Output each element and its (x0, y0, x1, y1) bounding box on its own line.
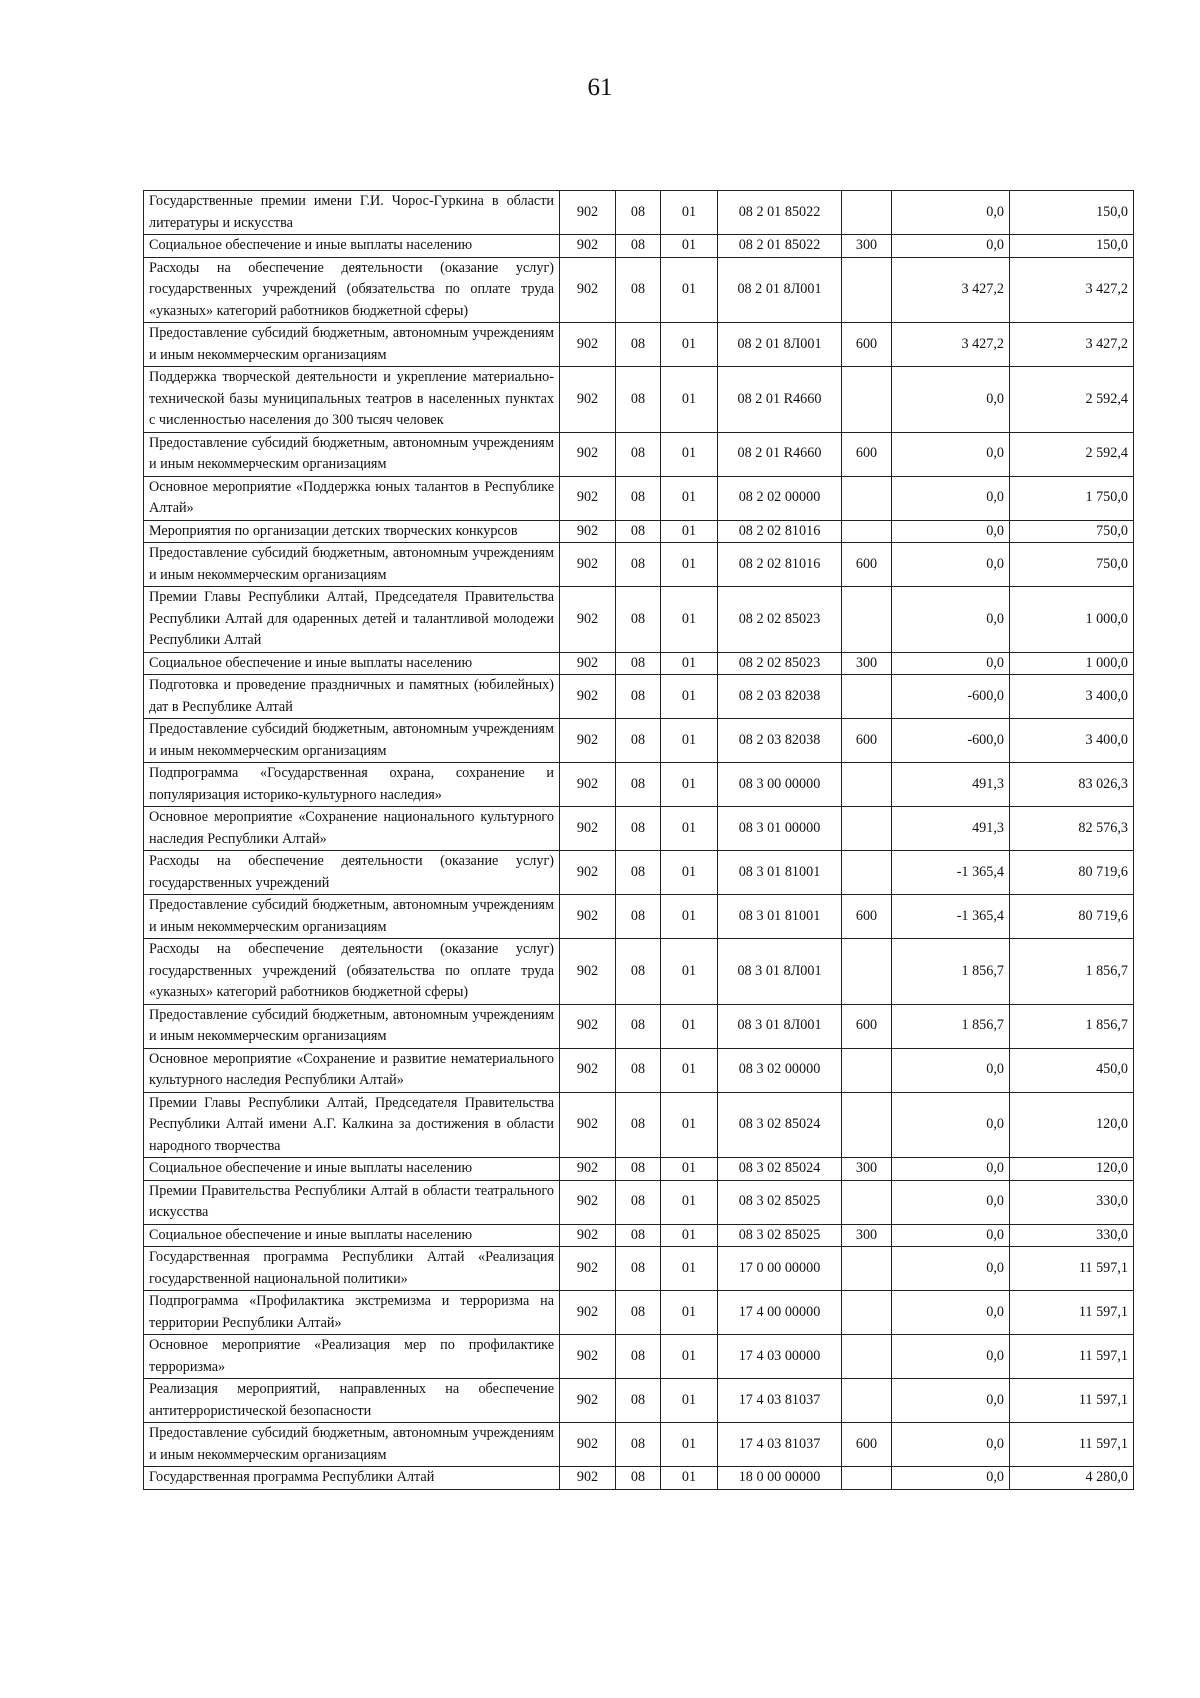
total-amount-cell: 1 856,7 (1010, 1004, 1134, 1048)
total-amount-cell: 83 026,3 (1010, 763, 1134, 807)
target-article-cell: 08 2 03 82038 (718, 675, 842, 719)
total-amount-cell: 3 427,2 (1010, 323, 1134, 367)
total-amount-cell: 2 592,4 (1010, 367, 1134, 433)
total-amount-cell: 82 576,3 (1010, 807, 1134, 851)
section-code-cell: 08 (616, 1423, 661, 1467)
expense-type-cell (842, 763, 892, 807)
expense-type-cell (842, 1291, 892, 1335)
expense-name-cell: Расходы на обеспечение деятельности (оказание услуг) государственных учреждений (144, 851, 560, 895)
total-amount-cell: 750,0 (1010, 520, 1134, 543)
ministry-code-cell: 902 (560, 1335, 616, 1379)
ministry-code-cell: 902 (560, 1291, 616, 1335)
expense-type-cell (842, 675, 892, 719)
change-amount-cell: 0,0 (892, 1224, 1010, 1247)
total-amount-cell: 120,0 (1010, 1158, 1134, 1181)
target-article-cell: 08 2 01 R4660 (718, 367, 842, 433)
subsection-code-cell: 01 (661, 235, 718, 258)
table-row (144, 235, 1134, 258)
table-row (144, 763, 1134, 807)
expense-name-cell: Государственная программа Республики Алтай «Реализация государственной национальной политики» (144, 1247, 560, 1291)
subsection-code-cell: 01 (661, 1291, 718, 1335)
total-amount-cell: 11 597,1 (1010, 1423, 1134, 1467)
section-code-cell: 08 (616, 719, 661, 763)
subsection-code-cell: 01 (661, 851, 718, 895)
section-code-cell: 08 (616, 1224, 661, 1247)
subsection-code-cell: 01 (661, 719, 718, 763)
section-code-cell: 08 (616, 1180, 661, 1224)
expense-type-cell: 300 (842, 235, 892, 258)
expense-type-cell (842, 476, 892, 520)
section-code-cell: 08 (616, 367, 661, 433)
table-row (144, 1092, 1134, 1158)
table-row (144, 1291, 1134, 1335)
section-code-cell: 08 (616, 763, 661, 807)
subsection-code-cell: 01 (661, 652, 718, 675)
subsection-code-cell: 01 (661, 1092, 718, 1158)
ministry-code-cell: 902 (560, 807, 616, 851)
expense-name-cell: Расходы на обеспечение деятельности (оказание услуг) государственных учреждений (обязательства по оплате труда «указных» категорий работников бюджетной сферы) (144, 257, 560, 323)
change-amount-cell: 0,0 (892, 1423, 1010, 1467)
section-code-cell: 08 (616, 1048, 661, 1092)
ministry-code-cell: 902 (560, 476, 616, 520)
section-code-cell: 08 (616, 587, 661, 653)
ministry-code-cell: 902 (560, 763, 616, 807)
table-row (144, 719, 1134, 763)
total-amount-cell: 450,0 (1010, 1048, 1134, 1092)
change-amount-cell: 3 427,2 (892, 257, 1010, 323)
total-amount-cell: 3 400,0 (1010, 719, 1134, 763)
section-code-cell: 08 (616, 432, 661, 476)
ministry-code-cell: 902 (560, 1004, 616, 1048)
expense-name-cell: Предоставление субсидий бюджетным, автономным учреждениям и иным некоммерческим организациям (144, 432, 560, 476)
section-code-cell: 08 (616, 1467, 661, 1490)
ministry-code-cell: 902 (560, 257, 616, 323)
section-code-cell: 08 (616, 1004, 661, 1048)
target-article-cell: 08 2 01 8Л001 (718, 323, 842, 367)
target-article-cell: 08 2 03 82038 (718, 719, 842, 763)
expense-type-cell (842, 1180, 892, 1224)
total-amount-cell: 2 592,4 (1010, 432, 1134, 476)
expense-name-cell: Основное мероприятие «Сохранение и развитие нематериального культурного наследия Республики Алтай» (144, 1048, 560, 1092)
expense-name-cell: Государственная программа Республики Алтай (144, 1467, 560, 1490)
table-row (144, 1379, 1134, 1423)
ministry-code-cell: 902 (560, 1224, 616, 1247)
change-amount-cell: 0,0 (892, 652, 1010, 675)
total-amount-cell: 330,0 (1010, 1224, 1134, 1247)
expense-name-cell: Мероприятия по организации детских творческих конкурсов (144, 520, 560, 543)
ministry-code-cell: 902 (560, 543, 616, 587)
target-article-cell: 08 2 01 8Л001 (718, 257, 842, 323)
expense-name-cell: Предоставление субсидий бюджетным, автономным учреждениям и иным некоммерческим организациям (144, 323, 560, 367)
change-amount-cell: 0,0 (892, 543, 1010, 587)
subsection-code-cell: 01 (661, 257, 718, 323)
section-code-cell: 08 (616, 476, 661, 520)
subsection-code-cell: 01 (661, 675, 718, 719)
section-code-cell: 08 (616, 1092, 661, 1158)
total-amount-cell: 11 597,1 (1010, 1291, 1134, 1335)
ministry-code-cell: 902 (560, 1467, 616, 1490)
target-article-cell: 17 4 03 81037 (718, 1379, 842, 1423)
table-row (144, 1180, 1134, 1224)
change-amount-cell: 0,0 (892, 1247, 1010, 1291)
total-amount-cell: 11 597,1 (1010, 1335, 1134, 1379)
ministry-code-cell: 902 (560, 1423, 616, 1467)
target-article-cell: 08 2 02 81016 (718, 520, 842, 543)
expense-type-cell: 600 (842, 1004, 892, 1048)
section-code-cell: 08 (616, 1335, 661, 1379)
section-code-cell: 08 (616, 675, 661, 719)
subsection-code-cell: 01 (661, 1048, 718, 1092)
table-row (144, 1467, 1134, 1490)
target-article-cell: 08 3 02 00000 (718, 1048, 842, 1092)
ministry-code-cell: 902 (560, 675, 616, 719)
expense-name-cell: Социальное обеспечение и иные выплаты населению (144, 1224, 560, 1247)
ministry-code-cell: 902 (560, 235, 616, 258)
table-row (144, 1335, 1134, 1379)
table-row (144, 1004, 1134, 1048)
expense-name-cell: Предоставление субсидий бюджетным, автономным учреждениям и иным некоммерческим организациям (144, 719, 560, 763)
ministry-code-cell: 902 (560, 851, 616, 895)
table-row (144, 520, 1134, 543)
target-article-cell: 08 2 01 85022 (718, 235, 842, 258)
expense-type-cell (842, 851, 892, 895)
section-code-cell: 08 (616, 1247, 661, 1291)
expense-name-cell: Основное мероприятие «Реализация мер по профилактике терроризма» (144, 1335, 560, 1379)
ministry-code-cell: 902 (560, 1048, 616, 1092)
table-row (144, 191, 1134, 235)
expense-name-cell: Социальное обеспечение и иные выплаты населению (144, 1158, 560, 1181)
target-article-cell: 08 3 02 85025 (718, 1224, 842, 1247)
target-article-cell: 08 2 01 85022 (718, 191, 842, 235)
total-amount-cell: 1 750,0 (1010, 476, 1134, 520)
target-article-cell: 08 3 02 85025 (718, 1180, 842, 1224)
expense-name-cell: Подготовка и проведение праздничных и памятных (юбилейных) дат в Республике Алтай (144, 675, 560, 719)
section-code-cell: 08 (616, 520, 661, 543)
target-article-cell: 08 2 02 81016 (718, 543, 842, 587)
section-code-cell: 08 (616, 851, 661, 895)
expense-name-cell: Основное мероприятие «Сохранение национального культурного наследия Республики Алтай» (144, 807, 560, 851)
total-amount-cell: 120,0 (1010, 1092, 1134, 1158)
ministry-code-cell: 902 (560, 1247, 616, 1291)
change-amount-cell: 0,0 (892, 235, 1010, 258)
ministry-code-cell: 902 (560, 432, 616, 476)
section-code-cell: 08 (616, 895, 661, 939)
change-amount-cell: 0,0 (892, 1158, 1010, 1181)
expense-type-cell (842, 939, 892, 1005)
table-row (144, 543, 1134, 587)
subsection-code-cell: 01 (661, 1379, 718, 1423)
target-article-cell: 08 2 02 85023 (718, 652, 842, 675)
target-article-cell: 08 3 02 85024 (718, 1092, 842, 1158)
expense-type-cell (842, 257, 892, 323)
subsection-code-cell: 01 (661, 1180, 718, 1224)
change-amount-cell: 0,0 (892, 587, 1010, 653)
change-amount-cell: 0,0 (892, 1291, 1010, 1335)
change-amount-cell: -600,0 (892, 675, 1010, 719)
table-row (144, 476, 1134, 520)
ministry-code-cell: 902 (560, 652, 616, 675)
target-article-cell: 08 2 02 00000 (718, 476, 842, 520)
ministry-code-cell: 902 (560, 520, 616, 543)
total-amount-cell: 750,0 (1010, 543, 1134, 587)
expense-name-cell: Социальное обеспечение и иные выплаты населению (144, 235, 560, 258)
change-amount-cell: 0,0 (892, 432, 1010, 476)
ministry-code-cell: 902 (560, 939, 616, 1005)
target-article-cell: 17 4 03 81037 (718, 1423, 842, 1467)
subsection-code-cell: 01 (661, 367, 718, 433)
change-amount-cell: -1 365,4 (892, 851, 1010, 895)
ministry-code-cell: 902 (560, 587, 616, 653)
expense-name-cell: Премии Главы Республики Алтай, Председателя Правительства Республики Алтай для одаренных детей и талантливой молодежи Республики Алтай (144, 587, 560, 653)
expense-name-cell: Предоставление субсидий бюджетным, автономным учреждениям и иным некоммерческим организациям (144, 1004, 560, 1048)
section-code-cell: 08 (616, 1291, 661, 1335)
subsection-code-cell: 01 (661, 1335, 718, 1379)
change-amount-cell: 1 856,7 (892, 939, 1010, 1005)
change-amount-cell: 1 856,7 (892, 1004, 1010, 1048)
total-amount-cell: 150,0 (1010, 235, 1134, 258)
change-amount-cell: -1 365,4 (892, 895, 1010, 939)
change-amount-cell: 0,0 (892, 476, 1010, 520)
expense-type-cell: 600 (842, 1423, 892, 1467)
table-row (144, 652, 1134, 675)
section-code-cell: 08 (616, 235, 661, 258)
target-article-cell: 08 2 02 85023 (718, 587, 842, 653)
target-article-cell: 08 3 01 81001 (718, 851, 842, 895)
expense-name-cell: Премии Главы Республики Алтай, Председателя Правительства Республики Алтай имени А.Г. Калкина за достижения в области народного творчества (144, 1092, 560, 1158)
change-amount-cell: 0,0 (892, 1379, 1010, 1423)
expense-type-cell (842, 1048, 892, 1092)
target-article-cell: 17 4 00 00000 (718, 1291, 842, 1335)
table-row (144, 323, 1134, 367)
change-amount-cell: 491,3 (892, 807, 1010, 851)
expense-type-cell (842, 367, 892, 433)
page-number: 61 (587, 74, 613, 101)
table-row (144, 367, 1134, 433)
total-amount-cell: 150,0 (1010, 191, 1134, 235)
subsection-code-cell: 01 (661, 1004, 718, 1048)
target-article-cell: 08 3 01 81001 (718, 895, 842, 939)
change-amount-cell: 0,0 (892, 520, 1010, 543)
ministry-code-cell: 902 (560, 323, 616, 367)
total-amount-cell: 1 000,0 (1010, 652, 1134, 675)
target-article-cell: 08 3 01 8Л001 (718, 939, 842, 1005)
table-row (144, 1423, 1134, 1467)
subsection-code-cell: 01 (661, 323, 718, 367)
table-body (144, 191, 1134, 1490)
change-amount-cell: -600,0 (892, 719, 1010, 763)
expense-type-cell: 300 (842, 1158, 892, 1181)
target-article-cell: 08 2 01 R4660 (718, 432, 842, 476)
table-row (144, 257, 1134, 323)
ministry-code-cell: 902 (560, 895, 616, 939)
target-article-cell: 08 3 02 85024 (718, 1158, 842, 1181)
expense-type-cell: 600 (842, 432, 892, 476)
section-code-cell: 08 (616, 191, 661, 235)
section-code-cell: 08 (616, 323, 661, 367)
expense-type-cell (842, 520, 892, 543)
table-row (144, 1048, 1134, 1092)
subsection-code-cell: 01 (661, 895, 718, 939)
section-code-cell: 08 (616, 652, 661, 675)
table-row (144, 807, 1134, 851)
change-amount-cell: 0,0 (892, 1180, 1010, 1224)
total-amount-cell: 1 000,0 (1010, 587, 1134, 653)
subsection-code-cell: 01 (661, 1224, 718, 1247)
section-code-cell: 08 (616, 1379, 661, 1423)
total-amount-cell: 11 597,1 (1010, 1379, 1134, 1423)
target-article-cell: 08 3 00 00000 (718, 763, 842, 807)
expense-type-cell (842, 191, 892, 235)
subsection-code-cell: 01 (661, 1423, 718, 1467)
table-row (144, 851, 1134, 895)
budget-table (143, 190, 1134, 1490)
expense-type-cell (842, 807, 892, 851)
expense-type-cell (842, 1467, 892, 1490)
subsection-code-cell: 01 (661, 1467, 718, 1490)
section-code-cell: 08 (616, 543, 661, 587)
target-article-cell: 17 0 00 00000 (718, 1247, 842, 1291)
total-amount-cell: 1 856,7 (1010, 939, 1134, 1005)
expense-type-cell (842, 1335, 892, 1379)
change-amount-cell: 491,3 (892, 763, 1010, 807)
expense-type-cell: 300 (842, 1224, 892, 1247)
expense-name-cell: Социальное обеспечение и иные выплаты населению (144, 652, 560, 675)
ministry-code-cell: 902 (560, 1092, 616, 1158)
subsection-code-cell: 01 (661, 543, 718, 587)
total-amount-cell: 330,0 (1010, 1180, 1134, 1224)
subsection-code-cell: 01 (661, 191, 718, 235)
expense-type-cell (842, 1247, 892, 1291)
total-amount-cell: 11 597,1 (1010, 1247, 1134, 1291)
section-code-cell: 08 (616, 257, 661, 323)
table-row (144, 1224, 1134, 1247)
expense-type-cell: 600 (842, 323, 892, 367)
target-article-cell: 18 0 00 00000 (718, 1467, 842, 1490)
expense-name-cell: Государственные премии имени Г.И. Чорос-Гуркина в области литературы и искусства (144, 191, 560, 235)
expense-type-cell: 600 (842, 895, 892, 939)
expense-type-cell: 300 (842, 652, 892, 675)
table-row (144, 432, 1134, 476)
change-amount-cell: 0,0 (892, 1092, 1010, 1158)
expense-name-cell: Предоставление субсидий бюджетным, автономным учреждениям и иным некоммерческим организациям (144, 543, 560, 587)
subsection-code-cell: 01 (661, 520, 718, 543)
total-amount-cell: 80 719,6 (1010, 851, 1134, 895)
subsection-code-cell: 01 (661, 1247, 718, 1291)
expense-type-cell: 600 (842, 543, 892, 587)
subsection-code-cell: 01 (661, 939, 718, 1005)
table-row (144, 587, 1134, 653)
expense-name-cell: Подпрограмма «Профилактика экстремизма и терроризма на территории Республики Алтай» (144, 1291, 560, 1335)
section-code-cell: 08 (616, 807, 661, 851)
table-row (144, 895, 1134, 939)
total-amount-cell: 80 719,6 (1010, 895, 1134, 939)
change-amount-cell: 0,0 (892, 1467, 1010, 1490)
ministry-code-cell: 902 (560, 367, 616, 433)
expense-name-cell: Основное мероприятие «Поддержка юных талантов в Республике Алтай» (144, 476, 560, 520)
ministry-code-cell: 902 (560, 719, 616, 763)
subsection-code-cell: 01 (661, 763, 718, 807)
expense-name-cell: Поддержка творческой деятельности и укрепление материально-технической базы муниципальных театров в населенных пунктах с численностью населения до 300 тысяч человек (144, 367, 560, 433)
expense-name-cell: Реализация мероприятий, направленных на обеспечение антитеррористической безопасности (144, 1379, 560, 1423)
total-amount-cell: 3 427,2 (1010, 257, 1134, 323)
total-amount-cell: 3 400,0 (1010, 675, 1134, 719)
table-row (144, 939, 1134, 1005)
table-row (144, 1158, 1134, 1181)
subsection-code-cell: 01 (661, 476, 718, 520)
target-article-cell: 08 3 01 8Л001 (718, 1004, 842, 1048)
table-row (144, 675, 1134, 719)
change-amount-cell: 0,0 (892, 1335, 1010, 1379)
ministry-code-cell: 902 (560, 1158, 616, 1181)
target-article-cell: 08 3 01 00000 (718, 807, 842, 851)
change-amount-cell: 0,0 (892, 1048, 1010, 1092)
expense-type-cell (842, 1379, 892, 1423)
subsection-code-cell: 01 (661, 432, 718, 476)
section-code-cell: 08 (616, 939, 661, 1005)
expense-name-cell: Предоставление субсидий бюджетным, автономным учреждениям и иным некоммерческим организациям (144, 895, 560, 939)
subsection-code-cell: 01 (661, 807, 718, 851)
ministry-code-cell: 902 (560, 191, 616, 235)
table-row (144, 1247, 1134, 1291)
expense-name-cell: Предоставление субсидий бюджетным, автономным учреждениям и иным некоммерческим организациям (144, 1423, 560, 1467)
expense-type-cell (842, 1092, 892, 1158)
subsection-code-cell: 01 (661, 587, 718, 653)
ministry-code-cell: 902 (560, 1379, 616, 1423)
expense-name-cell: Премии Правительства Республики Алтай в области театрального искусства (144, 1180, 560, 1224)
subsection-code-cell: 01 (661, 1158, 718, 1181)
ministry-code-cell: 902 (560, 1180, 616, 1224)
change-amount-cell: 3 427,2 (892, 323, 1010, 367)
expense-type-cell: 600 (842, 719, 892, 763)
expense-name-cell: Подпрограмма «Государственная охрана, сохранение и популяризация историко-культурного наследия» (144, 763, 560, 807)
change-amount-cell: 0,0 (892, 191, 1010, 235)
change-amount-cell: 0,0 (892, 367, 1010, 433)
section-code-cell: 08 (616, 1158, 661, 1181)
total-amount-cell: 4 280,0 (1010, 1467, 1134, 1490)
target-article-cell: 17 4 03 00000 (718, 1335, 842, 1379)
expense-type-cell (842, 587, 892, 653)
expense-name-cell: Расходы на обеспечение деятельности (оказание услуг) государственных учреждений (обязательства по оплате труда «указных» категорий работников бюджетной сферы) (144, 939, 560, 1005)
